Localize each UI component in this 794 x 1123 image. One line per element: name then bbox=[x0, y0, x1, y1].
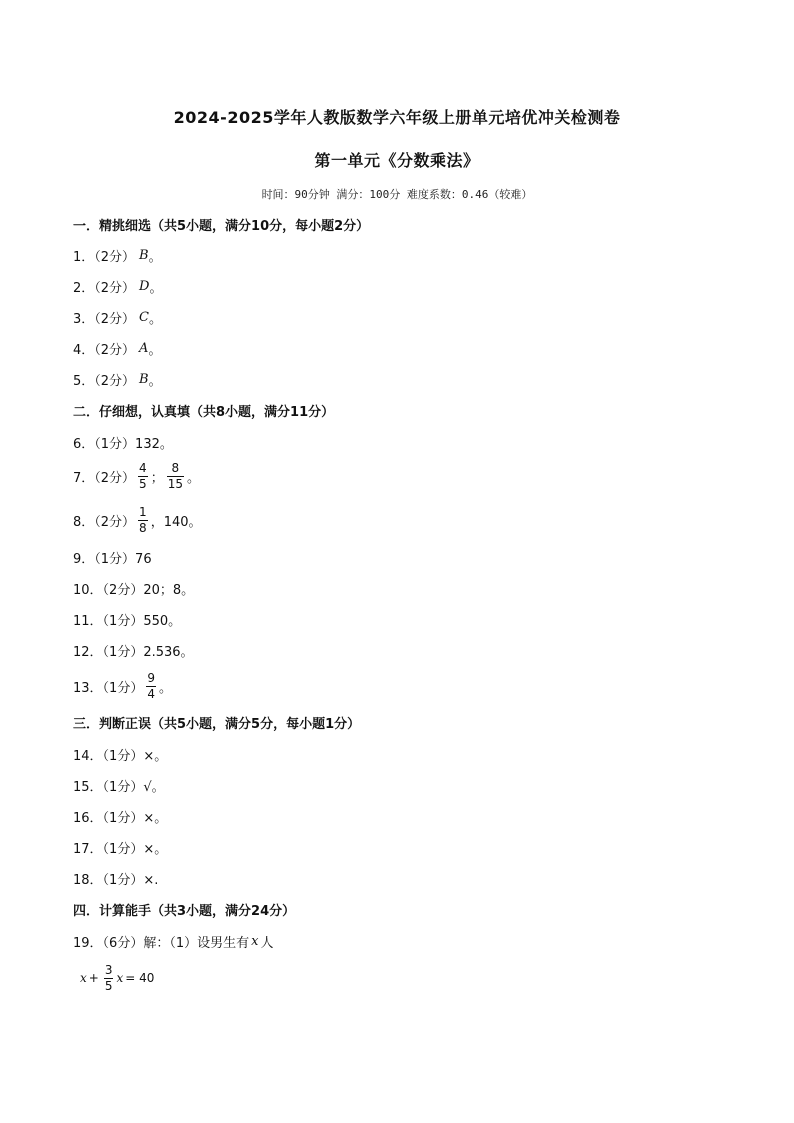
fraction-numerator: 3 bbox=[104, 962, 113, 977]
answer-line-6: 6．（1分）132。 bbox=[73, 436, 173, 452]
variable-x: x bbox=[80, 971, 87, 985]
equation-rhs: = 40 bbox=[125, 971, 155, 985]
answer-prefix: 3．（2分） bbox=[73, 311, 136, 327]
answer-prefix: 2．（2分） bbox=[73, 280, 136, 296]
section-heading-4: 四．计算能手（共3小题，满分24分） bbox=[73, 903, 296, 919]
answer-line-7 bbox=[73, 458, 200, 494]
answer-value: A bbox=[139, 340, 149, 356]
fraction bbox=[167, 462, 184, 491]
answer-line-8 bbox=[73, 502, 202, 538]
answer-value: D bbox=[139, 278, 150, 294]
answer-line-3 bbox=[73, 307, 162, 327]
answer-line-2 bbox=[73, 276, 163, 296]
answer-prefix: 7．（2分） bbox=[73, 470, 136, 486]
variable-x: x bbox=[251, 933, 259, 949]
answer-prefix: 19．（6分）解：（1）设男生有 bbox=[73, 935, 250, 951]
answer-line-13 bbox=[73, 668, 172, 704]
answer-rest: ，140。 bbox=[150, 514, 202, 530]
answer-line-11: 11．（1分）550。 bbox=[73, 613, 182, 629]
answer-value: B bbox=[139, 371, 149, 387]
answer-prefix: 8．（2分） bbox=[73, 514, 136, 530]
section-heading-1: 一．精挑细选（共5小题，满分10分，每小题2分） bbox=[73, 218, 370, 234]
answer-line-4 bbox=[73, 338, 161, 358]
answer-line-18: 18．（1分）×. bbox=[73, 872, 159, 888]
variable-x: x bbox=[116, 971, 124, 985]
answer-line-16: 16．（1分）×。 bbox=[73, 810, 168, 826]
answer-value: C bbox=[139, 309, 149, 325]
answer-line-5 bbox=[73, 369, 162, 389]
fraction bbox=[104, 964, 114, 993]
answer-end: 。 bbox=[158, 680, 172, 696]
answer-value: B bbox=[139, 247, 149, 263]
fraction-denominator: 15 bbox=[167, 476, 183, 491]
answer-line-14: 14．（1分）×。 bbox=[73, 748, 168, 764]
equation-line bbox=[80, 960, 156, 996]
answer-suffix: 人 bbox=[260, 935, 274, 951]
fraction-denominator: 4 bbox=[147, 686, 155, 701]
answer-line-1 bbox=[73, 245, 162, 265]
answer-line-9: 9．（1分）76 bbox=[73, 551, 152, 567]
answer-line-19 bbox=[73, 931, 273, 951]
answer-prefix: 1．（2分） bbox=[73, 249, 136, 265]
fraction-denominator: 8 bbox=[139, 520, 147, 535]
document-title: 2024-2025学年人教版数学六年级上册单元培优冲关检测卷 bbox=[173, 108, 621, 127]
answer-end: 。 bbox=[148, 373, 162, 389]
fraction bbox=[138, 506, 148, 535]
answer-end: 。 bbox=[149, 311, 163, 327]
answer-line-15: 15．（1分）√。 bbox=[73, 779, 165, 795]
fraction-numerator: 9 bbox=[147, 670, 155, 685]
answer-end: 。 bbox=[149, 280, 163, 296]
fraction-numerator: 4 bbox=[139, 460, 147, 475]
answer-separator: ； bbox=[150, 470, 164, 486]
answer-end: 。 bbox=[148, 249, 162, 265]
exam-meta: 时间：90分钟 满分：100分 难度系数：0.46（较难） bbox=[261, 188, 533, 201]
fraction bbox=[146, 672, 156, 701]
section-heading-3: 三．判断正误（共5小题，满分5分，每小题1分） bbox=[73, 716, 361, 732]
fraction-denominator: 5 bbox=[104, 978, 113, 993]
document-subtitle: 第一单元《分数乘法》 bbox=[314, 151, 480, 170]
answer-line-12: 12．（1分）2.536。 bbox=[73, 644, 194, 660]
fraction-numerator: 1 bbox=[139, 504, 147, 519]
fraction bbox=[138, 462, 148, 491]
section-heading-2: 二．仔细想，认真填（共8小题，满分11分） bbox=[73, 404, 335, 420]
answer-prefix: 5．（2分） bbox=[73, 373, 136, 389]
answer-prefix: 4．（2分） bbox=[73, 342, 136, 358]
answer-line-10: 10．（2分）20；8。 bbox=[73, 582, 195, 598]
answer-end: 。 bbox=[148, 342, 162, 358]
answer-end: 。 bbox=[186, 470, 200, 486]
answer-prefix: 13．（1分） bbox=[73, 680, 144, 696]
answer-line-17: 17．（1分）×。 bbox=[73, 841, 168, 857]
plus-sign: + bbox=[88, 971, 99, 985]
fraction-numerator: 8 bbox=[171, 460, 180, 475]
fraction-denominator: 5 bbox=[139, 476, 147, 491]
